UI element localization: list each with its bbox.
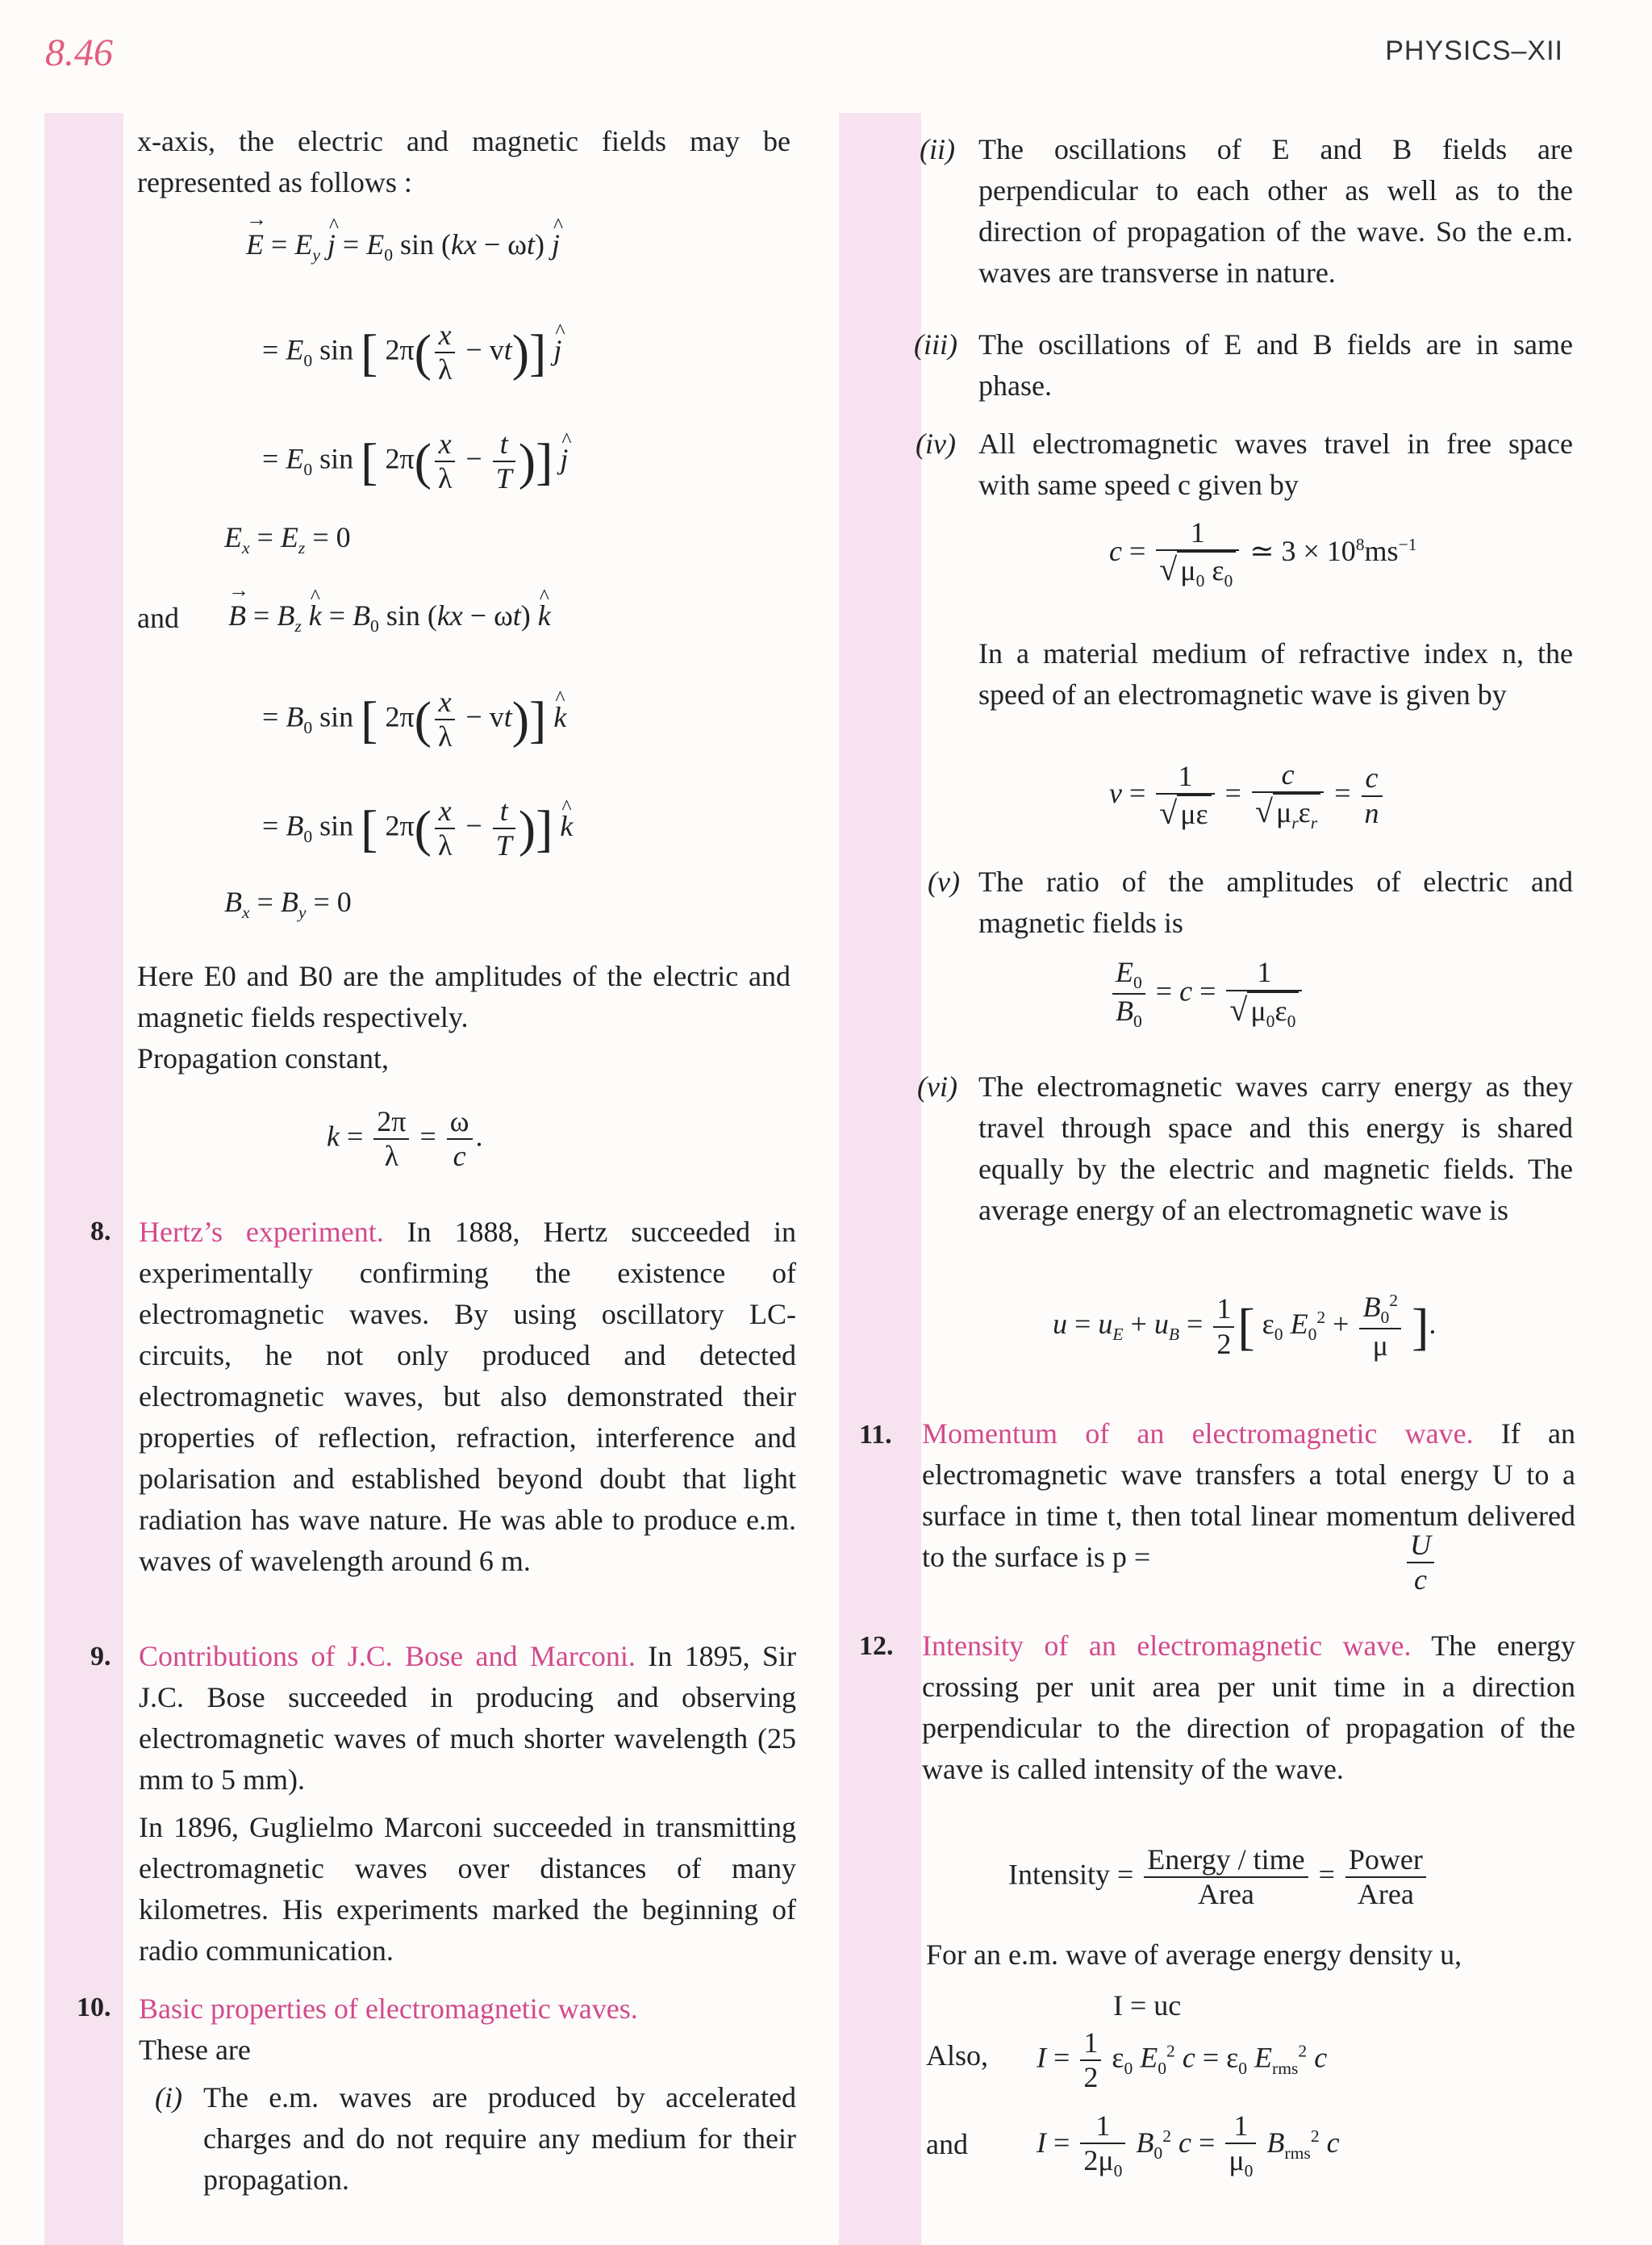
prop-iv-text-2: In a material medium of refractive index n, the speed of an electromagnetic wave is given by: [978, 637, 1573, 711]
equation-b-field: → $B = B_z$ ^ $k = B_0$ sin (kx − ωt) ^ k: [228, 601, 551, 636]
amplitudes-text: Here E0 and B0 are the amplitudes of the electric and magnetic fields respectively.: [137, 960, 791, 1033]
equation-i-uc: [1113, 1991, 1181, 2020]
item-9-text-2: In 1896, Guglielmo Marconi succeeded in transmitting electromagnetic waves over distances of many kilometres. His experiments marked the beginning of radio communication.: [139, 1811, 796, 1967]
item-9-title: Contributions of J.C. Bose and Marconi.: [139, 1640, 636, 1672]
equation-speed-of-light: c = $\frac{1}{√ \mu_0 \varepsilon_0}$ ≃ $3 \times 10^8ms^{-1}$: [1109, 516, 1417, 591]
left-intro: [137, 121, 791, 203]
item-8: [139, 1212, 796, 1582]
center-gutter-band: [839, 113, 921, 2245]
prop-v-number: (v): [928, 866, 960, 898]
equation-bx-by: $B_x = B_y = 0$: [224, 886, 352, 923]
equation-b-field-2: = $B_0$ sin [ 2π( $\frac{x}{\lambda}$ − vt)] ^ k: [262, 686, 566, 754]
item-12: [922, 1625, 1575, 1790]
item-10-i-text: The e.m. waves are produced by accelerated charges and do not require any medium for their propagation.: [203, 2081, 796, 2196]
energy-density-line: [926, 1934, 1575, 1976]
item-8-number: 8.: [90, 1216, 111, 1246]
item-8-title: Hertz’s experiment.: [139, 1216, 384, 1248]
equation-amplitude-ratio: $\frac{E_0}{B_0}$ = c = $\frac{1}{√ \mu_0\varepsilon_0}$: [1109, 956, 1305, 1032]
item-10: [139, 1988, 796, 2071]
item-9-text: In 1895, Sir J.C. Bose succeeded in producing and observing electromagnetic waves of much shorter wavelength (25 mm to 5 mm).: [139, 1640, 796, 1796]
equation-intensity-e: I = $\frac{1}{2}$ $\varepsilon_0$ $E_0^2$ $c = \varepsilon_0$ $E_{rms}^2$ c: [1037, 2026, 1328, 2094]
equation-e-field: → $E = E_y$ ^ $j = E_0$ sin (kx − ωt) ^ j: [246, 230, 560, 265]
intensity-numerator-1: Energy / time: [1144, 1843, 1308, 1878]
equation-ex-ez: $E_x = E_z = 0$: [224, 521, 351, 558]
page-number: 8.46: [45, 31, 113, 74]
propagation-constant-label: Propagation constant,: [137, 1042, 389, 1075]
left-margin-band: [44, 113, 123, 2245]
item-11-title: Momentum of an electromagnetic wave.: [922, 1417, 1474, 1450]
prop-iv-number: (iv): [916, 428, 956, 460]
prop-v: [978, 862, 1573, 944]
item-12-number: 12.: [859, 1631, 894, 1661]
prop-iv-medium: [978, 633, 1573, 716]
intensity-denominator-2: Area: [1357, 1878, 1414, 1911]
equation-b-field-3: = $B_0$ sin [ 2π( $\frac{x}{\lambda}$ − $\frac{t}{T}$ )] ^ k: [262, 795, 573, 863]
prop-iv: [978, 424, 1573, 506]
i-uc-text: I = uc: [1113, 1989, 1182, 2022]
item-8-text: In 1888, Hertz succeeded in experimentally confirming the existence of electromagnetic waves. By using oscillatory LC-circuits, he not only produced and detected electromagnetic waves, but also demonstrated their properties of reflection, refraction, interference and polarisation and established beyond doubt that light radiation has wave nature. He was able to produce e.m. waves of wavelength around 6 m.: [139, 1216, 796, 1577]
prop-iii-number: (iii): [914, 328, 957, 361]
equation-intensity-b: I = $\frac{1}{2\mu_0}$ $B_0^2$ c = $\frac{1}{\mu_0}$ $B_{rms}^2$ c: [1037, 2109, 1340, 2181]
prop-iii: [978, 324, 1573, 407]
prop-vi-number: (vi): [917, 1070, 957, 1103]
prop-v-text: The ratio of the amplitudes of electric and magnetic fields is: [978, 866, 1573, 939]
intensity-label: Intensity =: [1008, 1858, 1134, 1891]
equation-energy: $u = u_E + u_B$ = $\frac{1}{2}$ [ $\varepsilon_0$ $E_0^2$ + $\frac{B_0^2}{\mu}$ ].: [1053, 1291, 1437, 1362]
and-label-2: and: [926, 2128, 968, 2160]
energy-density-text: For an e.m. wave of average energy density u,: [926, 1938, 1462, 1971]
amplitudes-paragraph: [137, 956, 791, 1079]
item-11: [922, 1413, 1575, 1578]
item-10-i: [203, 2077, 796, 2201]
equation-speed-in-medium: v = $\frac{1}{√ \mu\varepsilon}$ = $\frac{c}{√ \mu_r\varepsilon_r}$ = $\frac{c}{n}$: [1109, 758, 1386, 833]
item-11-text: If an electromagnetic wave transfers a total energy U to a surface in time t, then total linear momentum delivered to the surface is p =: [922, 1417, 1575, 1573]
prop-vi-text: The electromagnetic waves carry energy as they travel through space and this energy is shared equally by the electric and magnetic fields. The average energy of an electromagnetic wave is: [978, 1070, 1573, 1226]
also-label: Also,: [926, 2039, 989, 2072]
item-9: [139, 1636, 796, 1972]
running-head: PHYSICS–XII: [1385, 35, 1563, 66]
prop-iii-text: The oscillations of E and B fields are in same phase.: [978, 328, 1573, 402]
item-10-text: These are: [139, 2034, 251, 2066]
equation-e-field-3: = $E_0$ sin [ 2π( $\frac{x}{\lambda}$ − $\frac{t}{T}$ )] ^ j: [262, 428, 568, 496]
item-12-title: Intensity of an electromagnetic wave.: [922, 1630, 1412, 1662]
item-10-title: Basic properties of electromagnetic waves.: [139, 1993, 638, 2025]
equation-propagation-constant: k = $\frac{2\pi}{\lambda}$ = $\frac{\omega}{c}$ .: [327, 1105, 483, 1173]
prop-ii-text: The oscillations of E and B fields are perpendicular to each other as well as to the direction of propagation of the wave. So the e.m. waves are transverse in nature.: [978, 133, 1573, 289]
item-12-text: The energy crossing per unit area per unit time in a direction perpendicular to the direction of propagation of the wave is called intensity of the wave.: [922, 1630, 1575, 1785]
equation-e-field-2: = $E_0$ sin [ 2π( $\frac{x}{\lambda}$ − vt)] ^ j: [262, 319, 561, 387]
item-10-number: 10.: [77, 1993, 111, 2022]
intro-text: x-axis, the electric and magnetic fields may be represented as follows :: [137, 125, 791, 198]
item-11-number: 11.: [859, 1420, 892, 1450]
item-9-number: 9.: [90, 1642, 111, 1671]
intensity-numerator-2: Power: [1345, 1843, 1426, 1878]
prop-ii-number: (ii): [920, 133, 955, 165]
equation-intensity: Intensity = $\frac{\text{Energy / time}}{\text{Area}}$ = $\frac{\text{Power}}{\text{Area}}$: [1008, 1843, 1429, 1912]
and-label: and: [137, 602, 179, 634]
prop-vi: [978, 1066, 1573, 1231]
equation-momentum-fraction: $\frac{U}{c}$: [1404, 1529, 1437, 1597]
prop-ii: [978, 129, 1573, 294]
intensity-denominator-1: Area: [1197, 1878, 1254, 1911]
prop-iv-text: All electromagnetic waves travel in free space with same speed c given by: [978, 428, 1573, 501]
item-10-i-number: (i): [155, 2081, 182, 2114]
